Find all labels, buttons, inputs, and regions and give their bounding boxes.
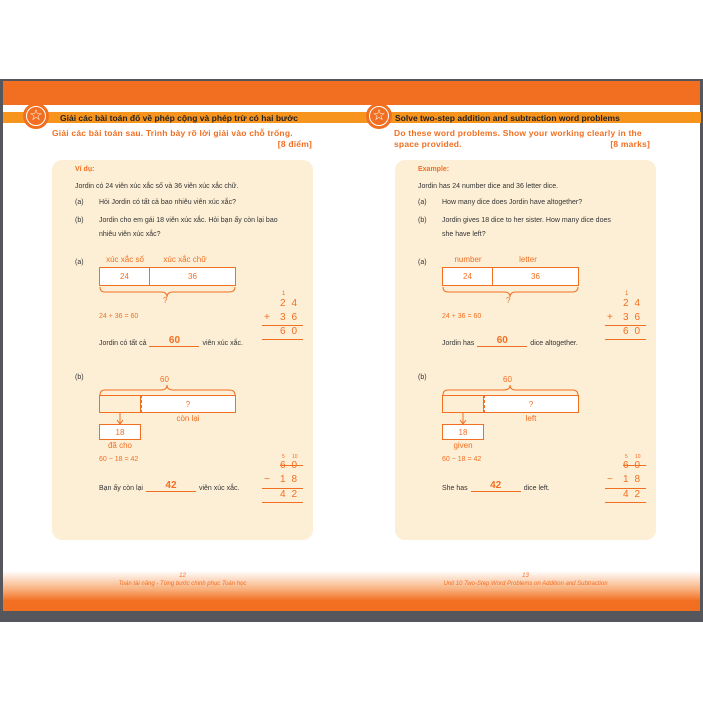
part-b-label: (b) [75, 374, 84, 381]
plus-sign: + [607, 312, 619, 323]
answer-b-prefix: She has [442, 485, 468, 492]
question-b: Jordin gives 18 dice to her sister. How many dice does [442, 217, 611, 224]
answer-b-blank: 42 [146, 480, 196, 492]
unknown-label: left [525, 414, 537, 423]
example-label: Ví dụ: [75, 166, 95, 173]
star-badge-icon: ☆ [366, 103, 392, 129]
given-label: đã cho [107, 441, 133, 450]
difference-result: 42 [623, 489, 647, 500]
page-number: 13 [522, 573, 529, 579]
addend-1: 24 [280, 298, 304, 309]
bar-model-a [99, 267, 236, 286]
answer-b [99, 480, 239, 492]
sum-result: 60 [280, 326, 304, 337]
lesson-title: Giải các bài toán đố về phép cộng và phép trừ có hai bước [60, 113, 298, 123]
bar-part1: 24 [100, 268, 150, 285]
equation-a: 24 + 36 = 60 [99, 313, 139, 320]
answer-a-blank: 60 [477, 335, 527, 347]
difference-underline [262, 502, 303, 503]
subtrahend: 18 [623, 474, 647, 485]
part-b-label: (b) [418, 374, 427, 381]
bar-given-part [100, 396, 141, 412]
bar-b-total: 60 [160, 375, 169, 384]
answer-b [442, 480, 550, 492]
borrow-digit-tens: 5 [625, 454, 628, 460]
borrow-digit-ones: 10 [635, 454, 641, 460]
star-badge-icon: ☆ [23, 103, 49, 129]
sum-underline [605, 339, 646, 340]
minus-sign: − [607, 474, 619, 485]
answer-a-prefix: Jordin has [442, 340, 475, 347]
page-right [343, 0, 695, 620]
bar-total-unknown: ? [163, 296, 168, 305]
bar-part2-label: letter [519, 255, 537, 264]
question-a: How many dice does Jordin have altogether? [442, 199, 583, 206]
bar-unknown-part: ? [185, 399, 191, 409]
bar-given-part [443, 396, 484, 412]
plus-sign: + [264, 312, 276, 323]
instruction-line2: space provided. [394, 139, 462, 149]
question-b-cont: she have left? [442, 231, 486, 238]
problem-text: Jordin has 24 number dice and 36 letter dice. [418, 183, 559, 190]
answer-a-suffix: dice altogether. [530, 340, 578, 347]
question-a: Hỏi Jordin có tất cả bao nhiêu viên xúc xắc? [99, 199, 236, 206]
bar-b-total: 60 [503, 375, 512, 384]
given-value: 18 [115, 427, 125, 437]
instruction: Giải các bài toán sau. Trình bày rõ lời giải vào chỗ trống. [52, 128, 293, 138]
question-a-label: (a) [418, 199, 427, 206]
instruction: Do these word problems. Show your working clearly in the [394, 128, 642, 138]
bar-part1-label: number [454, 255, 482, 264]
answer-a-prefix: Jordin có tất cả [99, 340, 147, 347]
bar-model-a [442, 267, 579, 286]
subtrahend: 18 [280, 474, 304, 485]
given-box [99, 424, 141, 440]
question-b: Jordin cho em gái 18 viên xúc xắc. Hỏi bạn ấy còn lại bao [99, 217, 278, 224]
marks: [8 điểm] [277, 139, 312, 149]
answer-b-suffix: viên xúc xắc. [198, 485, 240, 492]
brace-bottom [442, 287, 579, 299]
addend-2: 36 [280, 312, 304, 323]
page-number: 12 [179, 573, 186, 579]
minuend-crossed: 60 [623, 460, 647, 471]
answer-b-blank: 42 [471, 480, 521, 492]
brace-bottom [99, 287, 236, 299]
difference-result: 42 [280, 489, 304, 500]
sum-underline [262, 339, 303, 340]
footer-text: Toán tài năng - Từng bước chinh phục Toán học [118, 581, 247, 587]
borrow-digit-tens: 5 [282, 454, 285, 460]
carry-digit: 1 [625, 291, 629, 297]
lesson-title: Solve two-step addition and subtraction word problems [395, 113, 620, 123]
bar-model-b [442, 395, 579, 413]
question-b-cont: nhiêu viên xúc xắc? [99, 231, 161, 238]
sum-result: 60 [623, 326, 647, 337]
minus-sign: − [264, 474, 276, 485]
problem-text: Jordin có 24 viên xúc xắc số và 36 viên xúc xắc chữ. [75, 183, 239, 190]
bar-part1: 24 [443, 268, 493, 285]
addend-2: 36 [623, 312, 647, 323]
given-box [442, 424, 484, 440]
given-value: 18 [458, 427, 468, 437]
bar-part2-label: xúc xắc chữ [163, 255, 207, 264]
bar-part2: 36 [531, 272, 540, 281]
bar-part2: 36 [188, 272, 197, 281]
page-left [0, 0, 352, 620]
difference-underline [605, 502, 646, 503]
addend-1: 24 [623, 298, 647, 309]
equation-b: 60 − 18 = 42 [442, 456, 482, 463]
question-b-label: (b) [418, 217, 427, 224]
question-a-label: (a) [75, 199, 84, 206]
bar-total-unknown: ? [506, 296, 511, 305]
answer-a [99, 335, 243, 347]
answer-a-suffix: viên xúc xắc. [202, 340, 243, 347]
unknown-label: còn lại [176, 414, 200, 423]
question-b-label: (b) [75, 217, 84, 224]
equation-b: 60 − 18 = 42 [99, 456, 139, 463]
example-label: Example: [418, 166, 450, 173]
marks: [8 marks] [610, 139, 650, 149]
given-label: given [453, 441, 473, 450]
minuend-crossed: 60 [280, 460, 304, 471]
part-a-label: (a) [418, 259, 427, 266]
part-a-label: (a) [75, 259, 84, 266]
borrow-digit-ones: 10 [292, 454, 298, 460]
equation-a: 24 + 36 = 60 [442, 313, 482, 320]
bar-part1-label: xúc xắc số [106, 255, 144, 264]
answer-b-prefix: Bạn ấy còn lại [99, 485, 143, 492]
answer-a-blank: 60 [149, 335, 199, 347]
bar-unknown-part: ? [528, 399, 534, 409]
carry-digit: 1 [282, 291, 286, 297]
bar-model-b [99, 395, 236, 413]
answer-a [442, 335, 578, 347]
answer-b-suffix: dice left. [523, 485, 550, 492]
footer-text: Unit 10 Two-Step Word Problems on Addition and Subtraction [443, 581, 608, 587]
